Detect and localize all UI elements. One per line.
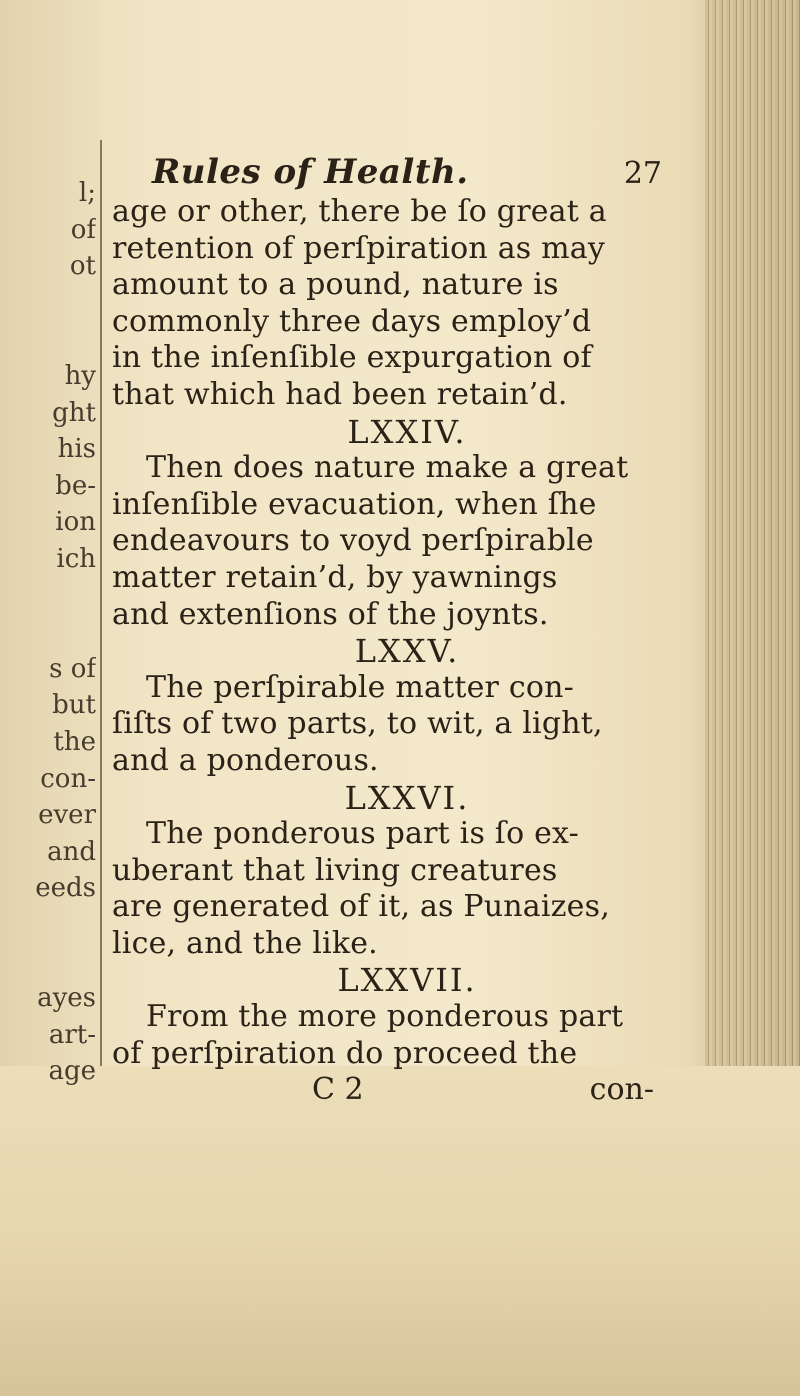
- page-footer: [112, 1072, 702, 1112]
- text-line: of perſpiration do proceed the: [112, 1035, 578, 1071]
- facing-page-fragment: ght: [52, 397, 96, 428]
- facing-page-fragment: ion: [55, 507, 96, 538]
- catchword: con-: [589, 1072, 654, 1108]
- text-line: uberant that living creatures: [112, 852, 558, 888]
- text-line: and extenſions of the joynts.: [112, 596, 549, 632]
- lower-page-area: [0, 1066, 800, 1396]
- text-line: and a ponderous.: [112, 742, 379, 778]
- text-line: that which had been retain’d.: [112, 376, 568, 412]
- text-line: in the inſenſible expurgation of: [112, 340, 592, 376]
- text-line: The perſpirable matter con-: [146, 669, 574, 705]
- facing-page-fragment: [0, 578, 96, 615]
- text-line: lice, and the like.: [112, 925, 378, 961]
- facing-page-fragment: [0, 614, 96, 651]
- section-number: LXXV.: [354, 632, 460, 671]
- facing-page-fragment: ayes: [37, 983, 96, 1014]
- facing-page-fragment: his: [57, 434, 96, 465]
- facing-page-text-fragments: [0, 175, 96, 1090]
- facing-page-fragment: but: [52, 690, 96, 721]
- facing-page-fragment: of: [70, 214, 96, 245]
- text-line: From the more ponderous part: [146, 999, 624, 1035]
- facing-page-fragment: [0, 943, 96, 980]
- text-line: amount to a pound, nature is: [112, 267, 559, 303]
- facing-page-fragment: art-: [48, 1019, 96, 1050]
- page-header: [112, 150, 702, 194]
- facing-page-fragment: age: [48, 1056, 96, 1087]
- facing-page-fragment: [0, 285, 96, 322]
- text-line: Then does nature make a great: [146, 450, 629, 486]
- section-number: LXXIV.: [347, 412, 467, 451]
- section-number: LXXVI.: [344, 778, 470, 817]
- text-block: [112, 150, 702, 1112]
- facing-page-fragment: and: [47, 836, 96, 867]
- text-line: ſiſts of two parts, to wit, a light,: [112, 706, 603, 742]
- facing-page-fragment: hy: [64, 360, 96, 391]
- signature-mark: C 2: [312, 1072, 364, 1108]
- text-line: The ponderous part is ſo ex-: [146, 816, 579, 852]
- body-text: [112, 194, 702, 1072]
- text-line: commonly three days employ’d: [112, 303, 592, 339]
- text-line: are generated of it, as Punaizes,: [112, 889, 610, 925]
- text-line: retention of perſpiration as may: [112, 230, 605, 266]
- facing-page-fragment: be-: [55, 470, 96, 501]
- running-head: Rules of Health.: [152, 152, 469, 192]
- facing-page-fragment: [0, 321, 96, 358]
- text-line: matter retain’d, by yawnings: [112, 559, 558, 595]
- facing-page-fragment: eeds: [35, 873, 96, 904]
- text-line: age or other, there be ſo great a: [112, 194, 607, 229]
- facing-page-fragment: l;: [78, 178, 96, 208]
- gutter-line: [100, 140, 102, 1070]
- text-line: inſenſible evacuation, when ſhe: [112, 486, 597, 522]
- facing-page-fragment: [0, 907, 96, 944]
- text-line: endeavours to voyd perſpirable: [112, 523, 594, 559]
- facing-page-fragment: ot: [69, 251, 96, 282]
- facing-page-fragment: s of: [49, 653, 96, 684]
- page-number: 27: [623, 156, 662, 191]
- facing-page-fragment: ever: [38, 800, 96, 831]
- facing-page-fragment: ich: [56, 543, 96, 574]
- facing-page-fragment: the: [53, 726, 96, 757]
- facing-page-fragment: con-: [40, 763, 96, 794]
- section-number: LXXVII.: [337, 961, 477, 1000]
